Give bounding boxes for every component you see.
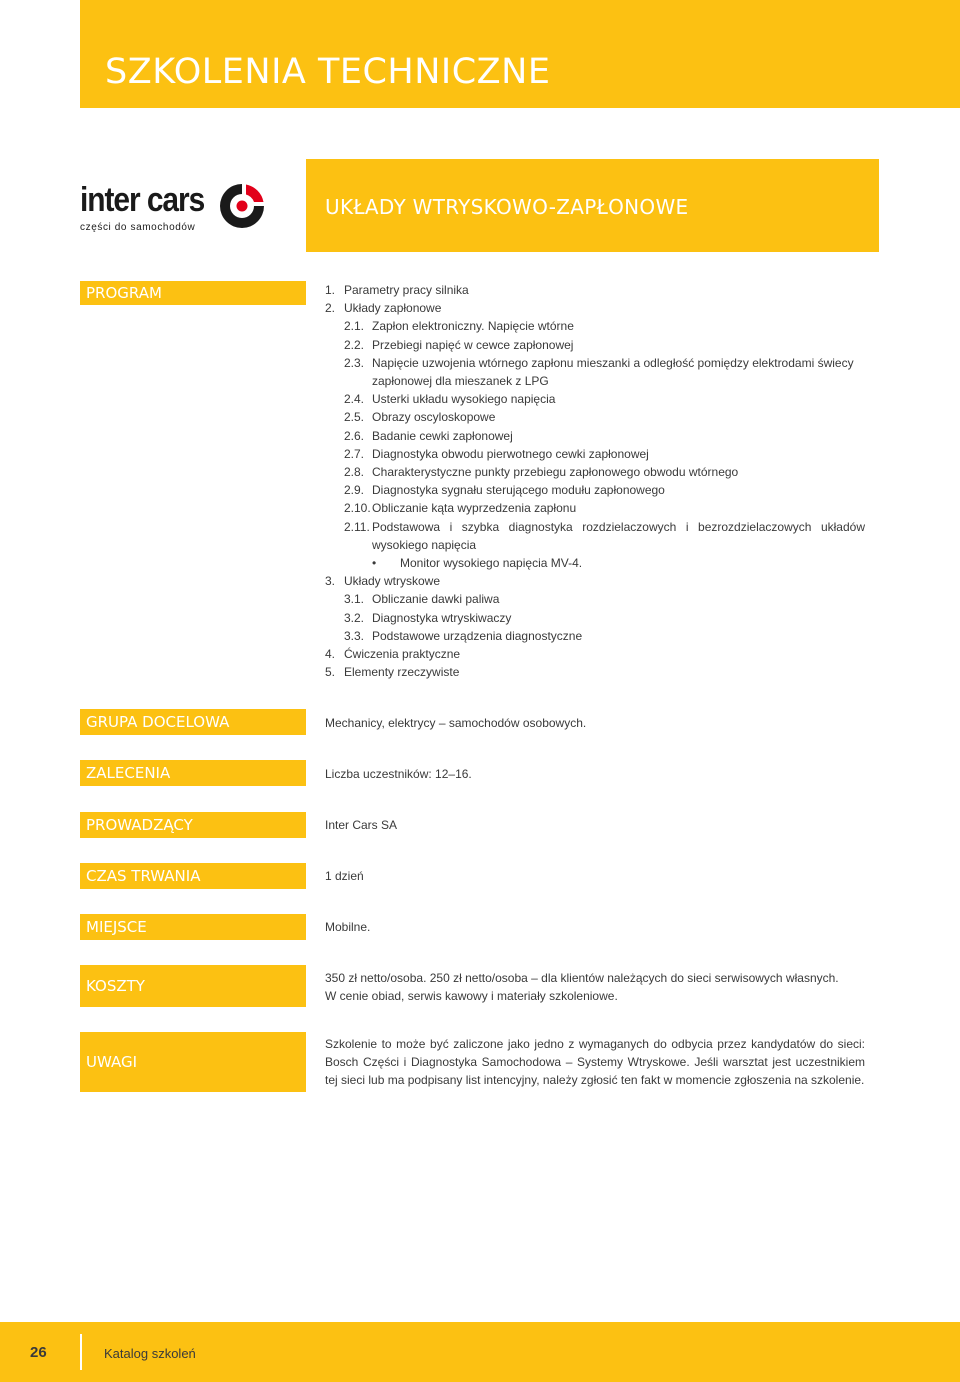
list-item: 2.1. Zapłon elektroniczny. Napięcie wtórne <box>344 319 574 334</box>
list-item: 3.1. Obliczanie dawki paliwa <box>344 592 500 607</box>
list-item: 2.5. Obrazy oscyloskopowe <box>344 410 496 425</box>
list-item: 2.3. Napięcie uzwojenia wtórnego zapłonu mieszanki a odległość pomiędzy elektrodami świecy zapłonowej dla mieszanek z LPG <box>344 355 854 389</box>
duration-label <box>80 863 306 889</box>
program-label-text: PROGRAM <box>86 284 162 302</box>
costs-label-text: KOSZTY <box>86 977 145 995</box>
program-list <box>325 281 865 681</box>
list-item: 2. Układy zapłonowe <box>325 301 442 316</box>
list-item: 2.8. Charakterystyczne punkty przebiegu zapłonowego obwodu wtórnego <box>344 465 739 480</box>
trainer-label-text: PROWADZĄCY <box>86 816 193 834</box>
course-banner <box>306 159 879 252</box>
duration-label-text: CZAS TRWANIA <box>86 867 201 885</box>
list-item: 4. Ćwiczenia praktyczne <box>325 647 461 662</box>
list-item: 2.9. Diagnostyka sygnału sterującego modułu zapłonowego <box>344 483 665 498</box>
list-item: 2.11. Podstawowa i szybka diagnostyka rozdzielaczowych i bezrozdzielaczowych układów wysokiego napięcia <box>344 519 865 552</box>
recommendations-text: Liczba uczestników: 12–16. <box>325 767 472 781</box>
notes-label <box>80 1032 306 1092</box>
costs-line-2: W cenie obiad, serwis kawowy i materiały szkoleniowe. <box>325 989 618 1004</box>
place-label-text: MIEJSCE <box>86 918 147 936</box>
notes-label-text: UWAGI <box>86 1053 138 1071</box>
list-item: 3.3. Podstawowe urządzenia diagnostyczne <box>344 628 583 643</box>
logo-tagline: części do samochodów <box>80 222 196 233</box>
header-banner <box>80 0 960 108</box>
logo-wordmark: inter cars <box>80 181 205 219</box>
list-item: • Monitor wysokiego napięcia MV-4. <box>372 556 583 571</box>
costs-label <box>80 965 306 1007</box>
list-item: 2.4. Usterki układu wysokiego napięcia <box>344 392 556 407</box>
place-text: Mobilne. <box>325 920 371 934</box>
trainer-text: Inter Cars SA <box>325 818 398 832</box>
list-item: 5. Elementy rzeczywiste <box>325 665 460 680</box>
recommendations-label <box>80 760 306 786</box>
page-number: 26 <box>30 1344 47 1361</box>
target-group-label-text: GRUPA DOCELOWA <box>86 713 230 731</box>
list-item: 2.7. Diagnostyka obwodu pierwotnego cewki zapłonowej <box>344 446 649 461</box>
place-label <box>80 914 306 940</box>
list-item: 2.6. Badanie cewki zapłonowej <box>344 428 513 443</box>
footer-label: Katalog szkoleń <box>104 1346 196 1361</box>
duration-text: 1 dzień <box>325 869 364 883</box>
trainer-label <box>80 812 306 838</box>
target-group-label <box>80 709 306 735</box>
page-footer <box>0 1322 960 1382</box>
list-item: 3.2. Diagnostyka wtryskiwaczy <box>344 610 512 625</box>
page-title: SZKOLENIA TECHNICZNE <box>105 52 551 92</box>
list-item: 2.10. Obliczanie kąta wyprzedzenia zapłonu <box>344 501 577 516</box>
list-item: 1. Parametry pracy silnika <box>325 283 469 297</box>
costs-text <box>325 969 865 1005</box>
costs-line-1: 350 zł netto/osoba. 250 zł netto/osoba – dla klientów należących do sieci serwisowych własnych. <box>325 971 839 985</box>
course-title: UKŁADY WTRYSKOWO-ZAPŁONOWE <box>325 195 689 219</box>
recommendations-label-text: ZALECENIA <box>86 764 171 782</box>
footer-divider <box>80 1334 82 1370</box>
notes-text: Szkolenie to może być zaliczone jako jedno z wymaganych do odbycia przez kandydatów do sieci: Bosch Części i Diagnostyka Samochodowa – Systemy Wtryskowe. Jeśli warsztat jest uczestnikiem tej sieci lub ma podpisany list intencyjny, należy zgłosić ten fakt w momencie zgłoszenia na szkolenie. <box>325 1037 865 1088</box>
inter-cars-c-logo-icon <box>216 180 268 232</box>
inter-cars-logo <box>80 180 280 240</box>
target-group-text: Mechanicy, elektrycy – samochodów osobowych. <box>325 716 587 730</box>
program-label <box>80 281 306 305</box>
list-item: 3. Układy wtryskowe <box>325 574 441 589</box>
list-item: 2.2. Przebiegi napięć w cewce zapłonowej <box>344 337 574 352</box>
